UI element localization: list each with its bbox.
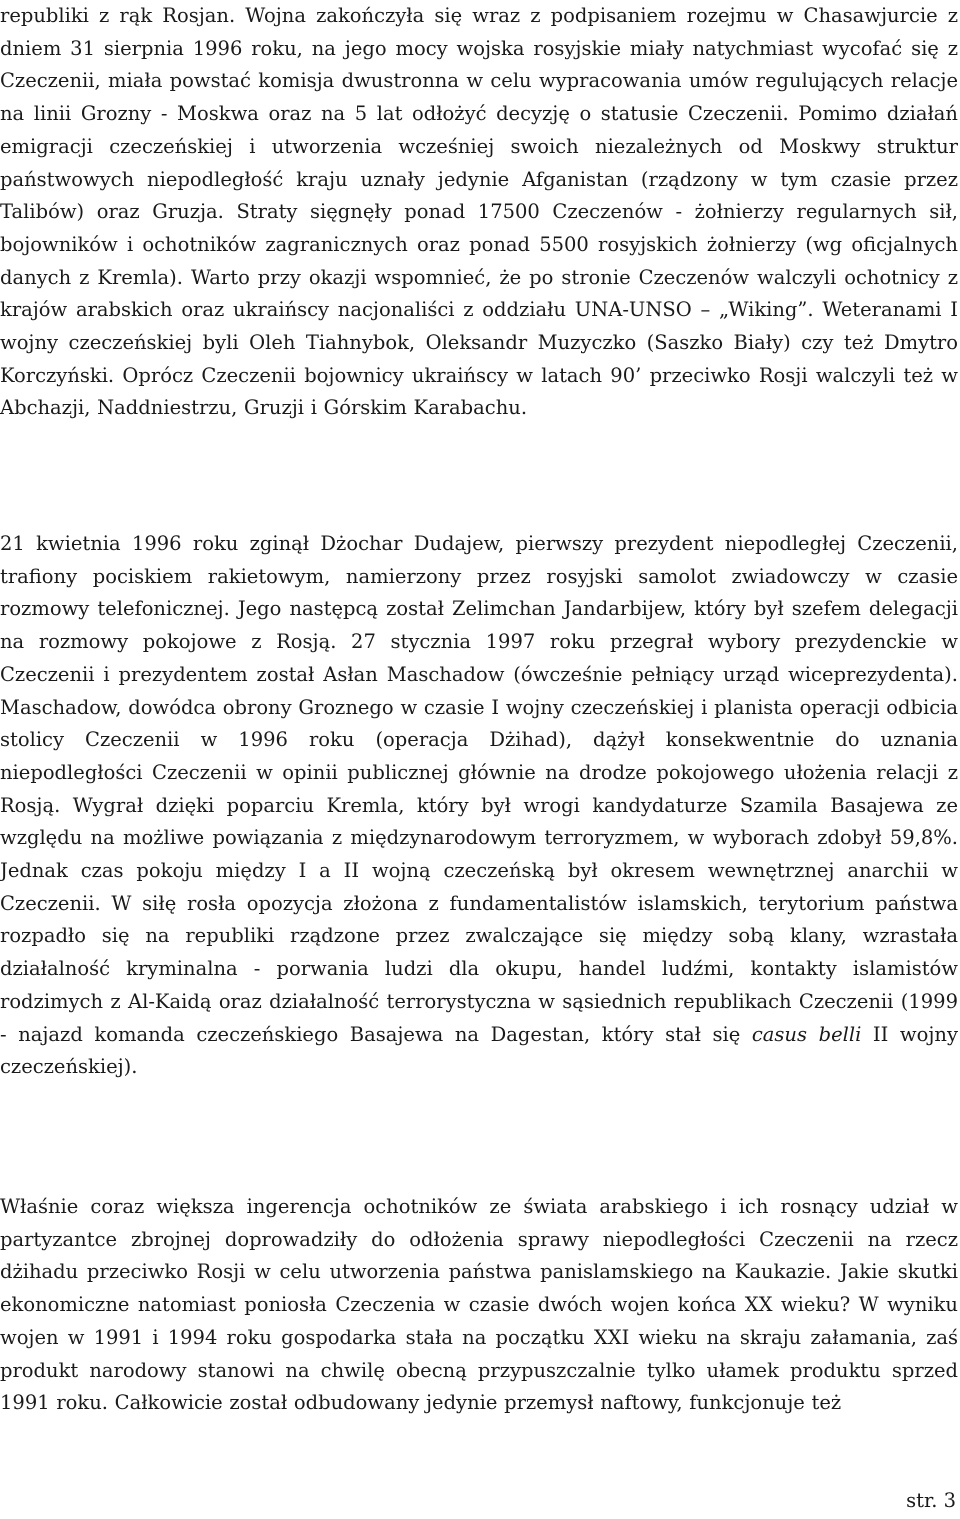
- italic-term: casus belli: [751, 1022, 862, 1046]
- page-number: str. 3: [906, 1489, 956, 1512]
- paragraph-2-text-end: II wojny czeczeńskiej).: [0, 1022, 958, 1079]
- paragraph-2-text-start: 21 kwietnia 1996 roku zginął Dżochar Dudajew, pierwszy prezydent niepodległej Czeczenii, trafiony pociskiem rakietowym, namierzony przez rosyjski samolot zwiadowczy w czasie rozmowy telefonicznej. Jego następcą został Zelimchan Jandarbijew, który był szefem delegacji na rozmowy pokojowe z Rosją. 27 stycznia 1997 roku przegrał wybory prezydenckie w Czeczenii i prezydentem został Asłan Maschadow (ówcześnie pełniący urząd wiceprezydenta). Maschadow, dowódca obrony Groznego w czasie I wojny czeczeńskiej i planista operacji odbicia stolicy Czeczenii w 1996 roku (operacja Dżihad), dążył konsekwentnie do uznania niepodległości Czeczenii w opinii publicznej głównie na drodze pokojowego ułożenia relacji z Rosją. Wygrał dzięki poparciu Kremla, który był wrogi kandydaturze Szamila Basajewa ze względu na możliwe powiązania z międzynarodowym terroryzmem, w wyborach zdobył 59,8%. Jednak czas pokoju między I a II wojną czeczeńską był okresem wewnętrznej anarchii w Czeczenii. W siłę rosła opozycja złożona z fundamentalistów islamskich, terytorium państwa rozpadło się na republiki rządzone przez zwalczające się między sobą klany, wzrastała działalność kryminalna - porwania ludzi dla okupu, handel ludźmi, kontakty islamistów rodzimych z Al-Kaidą oraz działalność terrorystyczna w sąsiednich republikach Czeczenii (1999 - najazd komanda czeczeńskiego Basajewa na Dagestan, który stał się: [0, 532, 958, 1046]
- paragraph-1: republiki z rąk Rosjan. Wojna zakończyła się wraz z podpisaniem rozejmu w Chasawjurcie z dniem 31 sierpnia 1996 roku, na jego mocy wojska rosyjskie miały natychmiast wycofać się z Czeczenii, miała powstać komisja dwustronna w celu wypracowania umów regulujących relacje na linii Grozny - Moskwa oraz na 5 lat odłożyć decyzję o statusie Czeczenii. Pomimo działań emigracji czeczeńskiej i utworzenia wcześniej swoich niezależnych od Moskwy struktur państwowych niepodległość kraju uznały jedynie Afganistan (rządzony w tym czasie przez Talibów) oraz Gruzja. Straty sięgnęły ponad 17500 Czeczenów - żołnierzy regularnych sił, bojowników i ochotników zagranicznych oraz ponad 5500 rosyjskich żołnierzy (wg oficjalnych danych z Kremla). Warto przy okazji wspomnieć, że po stronie Czeczenów walczyli ochotnicy z krajów arabskich oraz ukraińscy nacjonaliści z oddziału UNA-UNSO – „Wiking”. Weteranami I wojny czeczeńskiej byli Oleh Tiahnybok, Oleksandr Muzyczko (Saszko Biały) czy też Dmytro Korczyński. Oprócz Czeczenii bojownicy ukraińscy w latach 90’ przeciwko Rosji walczyli też w Abchazji, Naddniestrzu, Gruzji i Górskim Karabachu.: [0, 4, 958, 420]
- paragraph-3: Właśnie coraz większa ingerencja ochotników ze świata arabskiego i ich rosnący udział w partyzantce zbrojnej doprowadziły do odłożenia sprawy niepodległości Czeczenii na rzecz dżihadu przeciwko Rosji w celu utworzenia państwa panislamskiego na Kaukazie. Jakie skutki ekonomiczne natomiast poniosła Czeczenia w czasie dwóch wojen końca XX wieku? W wyniku wojen w 1991 i 1994 roku gospodarka stała na początku XXI wieku na skraju załamania, zaś produkt narodowy stanowi na chwilę obecną przypuszczalnie tylko ułamek produktu sprzed 1991 roku. Całkowicie został odbudowany jedynie przemysł naftowy, funkcjonuje też: [0, 1195, 958, 1415]
- paragraph-2: [0, 528, 958, 1084]
